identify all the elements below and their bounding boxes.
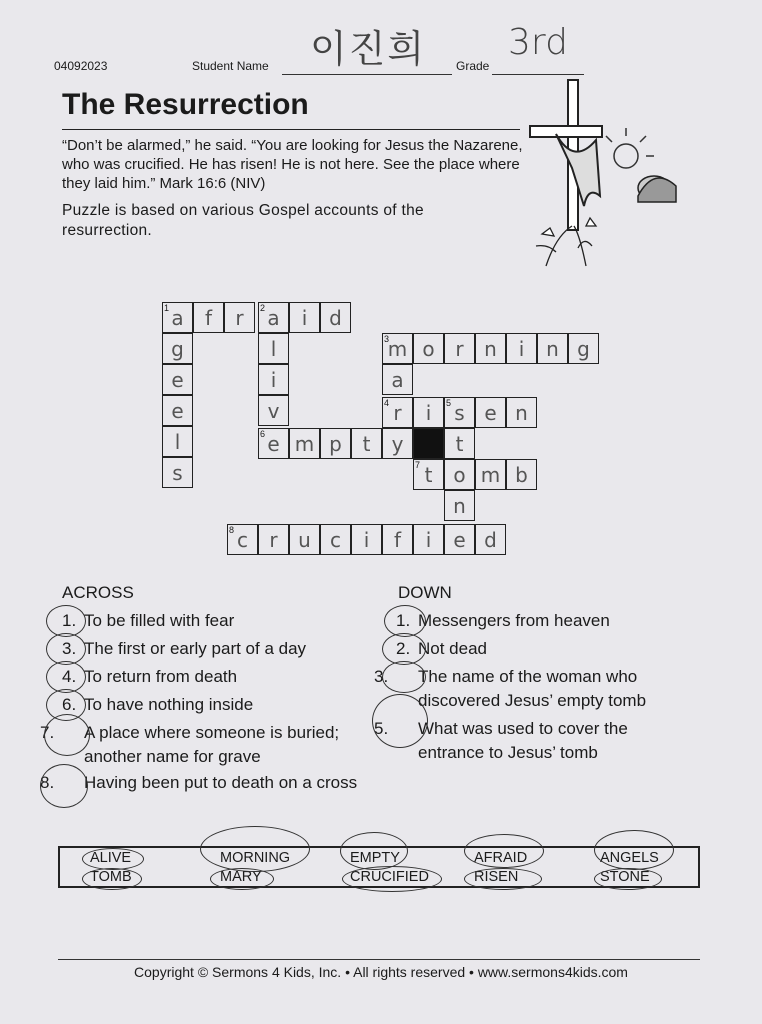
sun-icon [606,128,654,168]
pencil-circle [82,848,144,870]
tomb-stone-icon [638,176,676,202]
grid-letter: t [362,432,371,456]
clue-down-2 [396,637,696,661]
clue-text: The name of the woman who discovered Jesus’ empty tomb [418,667,647,710]
clue-text: Having been put to death on a cross [84,773,358,792]
grid-cell[interactable] [258,302,289,333]
grid-letter: m [294,432,315,456]
clue-number: 4. [62,667,77,686]
student-name-line [282,74,452,75]
down-heading: DOWN [398,583,452,602]
student-name-label: Student Name [192,59,269,73]
clue-text: Not dead [418,639,487,658]
grid-letter: e [484,401,497,425]
grid-cell[interactable] [444,428,475,459]
grid-letter: n [453,494,466,518]
grid-cell[interactable] [162,426,193,457]
grid-letter: v [267,399,280,423]
student-name-handwriting: 이진희 [310,27,427,71]
document-id: 04092023 [54,59,108,73]
grid-letter: e [267,432,280,456]
pencil-circle [82,868,142,890]
pencil-circle [374,661,426,693]
grid-cell[interactable] [475,459,506,490]
clue-text: To return from death [84,667,238,686]
title-underline [62,129,520,130]
grid-letter: n [546,337,559,361]
grid-cell[interactable] [475,524,506,555]
grid-letter: l [174,430,181,454]
grid-cell[interactable] [444,397,475,428]
grid-letter: e [171,368,184,392]
clue-number: 6 [260,429,266,439]
pencil-circle [40,714,90,756]
grid-letter: i [425,528,432,552]
grid-letter: s [454,401,465,425]
word-bank [58,846,700,888]
grid-cell[interactable] [382,333,413,364]
cross-and-tomb-illustration [526,76,686,276]
grid-cell[interactable] [413,524,444,555]
grade-label: Grade [456,59,490,73]
clue-number: 3 [384,334,390,344]
pencil-circle [372,694,428,748]
grid-cell[interactable] [320,302,351,333]
grid-cell[interactable] [475,397,506,428]
grid-letter: t [455,432,464,456]
grid-letter: f [393,528,402,552]
grid-cell[interactable] [506,333,537,364]
clue-down-5 [374,717,696,765]
clue-number: 3. [62,639,77,658]
grid-letter: i [518,337,525,361]
grid-cell[interactable] [444,490,475,521]
clue-number: 1 [164,303,170,313]
grid-letter: a [391,368,404,392]
pencil-circle [594,830,674,870]
clue-across-4 [62,665,362,689]
grid-cell[interactable] [351,428,382,459]
grid-letter: r [393,401,402,425]
grid-cell[interactable] [382,364,413,395]
word-bank-word: CRUCIFIED [350,869,429,885]
grid-cell[interactable] [162,395,193,426]
grid-letter: o [453,463,466,487]
clue-across-1 [62,609,362,633]
across-heading: ACROSS [62,583,134,602]
word-bank-word: TOMB [90,869,132,885]
grid-cell[interactable] [382,428,413,459]
clue-across-6 [62,693,362,717]
grid-letter: o [422,337,435,361]
word-bank-word: STONE [600,869,650,885]
clue-number: 4 [384,398,390,408]
grid-letter: c [330,528,341,552]
puzzle-intro: Puzzle is based on various Gospel accounts of the resurrection. [62,202,424,239]
page-title: The Resurrection [62,88,309,121]
grid-letter: l [270,337,277,361]
clue-down-1 [396,609,696,633]
grid-cell[interactable] [162,364,193,395]
grid-letter: p [329,432,342,456]
grid-letter: i [301,306,308,330]
clue-number: 7 [415,460,421,470]
clue-text: A place where someone is buried; another name for grave [84,723,340,766]
grid-letter: d [329,306,342,330]
grid-cell[interactable] [289,302,320,333]
clue-across-8 [40,771,362,795]
grid-letter: b [515,463,528,487]
grid-letter: a [267,306,280,330]
grid-cell[interactable] [475,333,506,364]
grid-letter: t [424,463,433,487]
grid-letter: a [171,306,184,330]
grid-cell[interactable] [258,364,289,395]
grid-letter: n [484,337,497,361]
grid-letter: n [515,401,528,425]
clue-text: What was used to cover the entrance to Jesus’ tomb [418,719,628,762]
clue-number: 8 [229,525,235,535]
grid-letter: c [237,528,248,552]
black-grid-cell [413,428,444,459]
clue-text: The first or early part of a day [84,639,307,658]
grid-cell[interactable] [162,457,193,488]
grid-letter: d [484,528,497,552]
pencil-circle [200,826,310,872]
lily-flowers-icon [536,218,596,266]
grid-cell[interactable] [258,524,289,555]
word-bank-word: MARY [220,869,262,885]
grid-cell[interactable] [568,333,599,364]
grid-letter: i [363,528,370,552]
clue-number: 1. [396,611,411,630]
grid-cell[interactable] [162,302,193,333]
grid-letter: f [204,306,213,330]
scripture-verse: “Don’t be alarmed,” he said. “You are looking for Jesus the Nazarene, who was crucified. He has risen! He is not here. See the place where they laid him.” Mark 16:6 (NIV) [62,137,523,192]
clue-number: 7. [40,723,55,742]
clue-number: 1. [62,611,77,630]
word-bank-word: ANGELS [600,850,659,866]
word-bank-word: ALIVE [90,850,132,866]
grid-cell[interactable] [258,395,289,426]
word-bank-word: RISEN [474,869,519,885]
footer-divider [58,959,700,960]
grid-letter: m [480,463,501,487]
clue-across-7 [40,721,362,769]
grid-letter: u [298,528,311,552]
grid-cell[interactable] [258,333,289,364]
clue-text: To have nothing inside [84,695,254,714]
clue-number: 8. [40,773,55,792]
grid-cell[interactable] [320,428,351,459]
grid-cell[interactable] [413,397,444,428]
pencil-circle [40,764,88,808]
pencil-circle [340,832,408,870]
grid-letter: e [171,399,184,423]
clue-number: 3. [374,667,389,686]
grid-cell[interactable] [193,302,224,333]
clue-number: 5 [446,398,452,408]
grid-cell[interactable] [444,333,475,364]
grid-cell[interactable] [382,524,413,555]
grid-cell[interactable] [224,302,255,333]
grid-letter: y [391,432,404,456]
word-bank-word: AFRAID [474,850,528,866]
grid-letter: r [269,528,278,552]
word-bank-word: MORNING [220,850,291,866]
grid-cell[interactable] [227,524,258,555]
grid-cell[interactable] [413,459,444,490]
grid-cell[interactable] [351,524,382,555]
grid-cell[interactable] [289,524,320,555]
pencil-circle [342,866,442,892]
pencil-circle [464,834,544,868]
grid-cell[interactable] [537,333,568,364]
pencil-circle [210,868,274,890]
pencil-circle [464,868,542,890]
grid-letter: m [387,337,408,361]
grid-cell[interactable] [289,428,320,459]
word-bank-word: EMPTY [350,850,400,866]
grid-letter: r [235,306,244,330]
clue-number: 6. [62,695,77,714]
clue-number: 2. [396,639,411,658]
grid-letter: i [270,368,277,392]
clue-number: 5. [374,719,389,738]
grid-letter: g [577,337,590,361]
pencil-circle [594,868,662,890]
grid-cell[interactable] [413,333,444,364]
grid-letter: i [425,401,432,425]
clue-number: 2 [260,303,266,313]
grid-letter: e [453,528,466,552]
grid-cell[interactable] [506,397,537,428]
grid-cell[interactable] [320,524,351,555]
clue-text: To be filled with fear [84,611,235,630]
grid-letter: s [172,461,183,485]
grid-cell[interactable] [162,333,193,364]
clue-text: Messengers from heaven [418,611,610,630]
cross-icon [530,80,602,230]
grid-cell[interactable] [258,428,289,459]
grade-handwriting: 3rd [508,22,568,63]
grid-cell[interactable] [444,524,475,555]
clue-down-3 [374,665,696,713]
grid-letter: r [455,337,464,361]
grid-cell[interactable] [506,459,537,490]
clue-across-3 [62,637,362,661]
grade-line [492,74,584,75]
grid-cell[interactable] [382,397,413,428]
grid-letter: g [171,337,184,361]
grid-cell[interactable] [444,459,475,490]
copyright-footer: Copyright © Sermons 4 Kids, Inc. • All rights reserved • www.sermons4kids.com [134,964,628,980]
